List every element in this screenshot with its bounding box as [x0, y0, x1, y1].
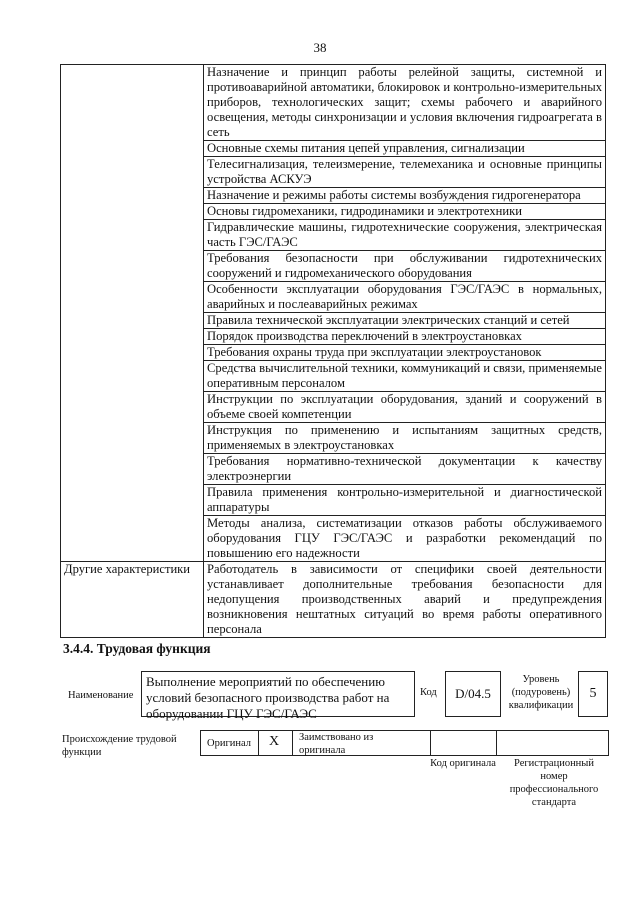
code-original-caption: Код оригинала	[430, 758, 496, 769]
row-text: Порядок производства переключений в электроустановках	[204, 329, 606, 345]
row-category	[61, 361, 204, 392]
row-text: Средства вычислительной техники, коммуникаций и связи, применяемые оперативным персоналом	[204, 361, 606, 392]
row-text: Телесигнализация, телеизмерение, телемеханика и основные принципы устройства АСКУЭ	[204, 157, 606, 188]
code-label: Код	[420, 687, 437, 698]
reg-number-caption: Регистрационный номер профессионального стандарта	[509, 758, 599, 808]
row-text: Правила применения контрольно-измерительной и диагностической аппаратуры	[204, 485, 606, 516]
row-category: Другие характеристики	[61, 562, 204, 638]
table-row	[61, 282, 606, 313]
table-row	[61, 423, 606, 454]
function-name-value: Выполнение мероприятий по обеспечению условий безопасного производства работ на оборудовании ГЦУ ГЭС/ГАЭС	[141, 671, 415, 717]
table-row	[61, 361, 606, 392]
row-category	[61, 251, 204, 282]
table-row	[61, 454, 606, 485]
code-value: D/04.5	[445, 671, 501, 717]
table-row	[61, 220, 606, 251]
row-text: Назначение и режимы работы системы возбуждения гидрогенератора	[204, 188, 606, 204]
row-category	[61, 423, 204, 454]
row-category	[61, 345, 204, 361]
original-label: Оригинал	[207, 738, 251, 749]
level-label: Уровень (подуровень) квалификации	[508, 674, 574, 711]
row-category	[61, 141, 204, 157]
row-category	[61, 65, 204, 141]
table-row	[61, 516, 606, 562]
row-text: Правила технической эксплуатации электрических станций и сетей	[204, 313, 606, 329]
row-text: Работодатель в зависимости от специфики своей деятельности устанавливает дополнительные требования безопасности для недопущения производственных аварий и предупреждения возникновения нештатных ситуаций во время работы оперативного персонала	[204, 562, 606, 638]
row-category	[61, 157, 204, 188]
table-row	[61, 562, 606, 638]
table-row	[61, 251, 606, 282]
table-row	[61, 141, 606, 157]
borrowed-label: Заимствовано из оригинала	[299, 732, 374, 756]
knowledge-table	[60, 64, 606, 638]
row-text: Требования нормативно-технической документации к качеству электроэнергии	[204, 454, 606, 485]
row-text: Требования охраны труда при эксплуатации электроустановок	[204, 345, 606, 361]
row-category	[61, 485, 204, 516]
row-category	[61, 454, 204, 485]
row-text: Гидравлические машины, гидротехнические сооружения, электрическая часть ГЭС/ГАЭС	[204, 220, 606, 251]
table-row	[61, 65, 606, 141]
row-text: Основные схемы питания цепей управления, сигнализации	[204, 141, 606, 157]
row-category	[61, 282, 204, 313]
row-text: Методы анализа, систематизации отказов работы обслуживаемого оборудования ГЦУ ГЭС/ГАЭС и разработки рекомендаций по повышению его надежности	[204, 516, 606, 562]
table-row	[61, 313, 606, 329]
row-category	[61, 313, 204, 329]
row-category	[61, 329, 204, 345]
row-category	[61, 188, 204, 204]
row-text: Требования безопасности при обслуживании гидротехнических сооружений и гидромеханического оборудования	[204, 251, 606, 282]
row-text: Инструкции по эксплуатации оборудования, зданий и сооружений в объеме своей компетенции	[204, 392, 606, 423]
table-row	[61, 188, 606, 204]
table-row	[61, 345, 606, 361]
row-category	[61, 220, 204, 251]
row-text: Основы гидромеханики, гидродинамики и электротехники	[204, 204, 606, 220]
row-text: Особенности эксплуатации оборудования ГЭС/ГАЭС в нормальных, аварийных и послеаварийных режимах	[204, 282, 606, 313]
table-row	[61, 485, 606, 516]
page-number: 38	[313, 40, 327, 55]
section-title: 3.4.4. Трудовая функция	[63, 641, 211, 656]
table-row	[61, 392, 606, 423]
table-row	[61, 157, 606, 188]
table-row	[61, 329, 606, 345]
original-mark: X	[269, 734, 280, 749]
row-text: Инструкция по применению и испытаниям защитных средств, применяемых в электроустановках	[204, 423, 606, 454]
origin-label: Происхождение трудовой функции	[62, 734, 177, 758]
row-category	[61, 204, 204, 220]
row-text: Назначение и принцип работы релейной защиты, системной и противоаварийной автоматики, блокировок и контрольно-измерительных приборов, технологических защит; схемы рабочего и аварийного освещения, методы синхронизации и условия включения гидроагрегата в сеть	[204, 65, 606, 141]
row-category	[61, 392, 204, 423]
origin-row	[200, 730, 609, 756]
level-value: 5	[578, 671, 608, 717]
table-row	[61, 204, 606, 220]
row-category	[61, 516, 204, 562]
name-label: Наименование	[68, 690, 134, 701]
